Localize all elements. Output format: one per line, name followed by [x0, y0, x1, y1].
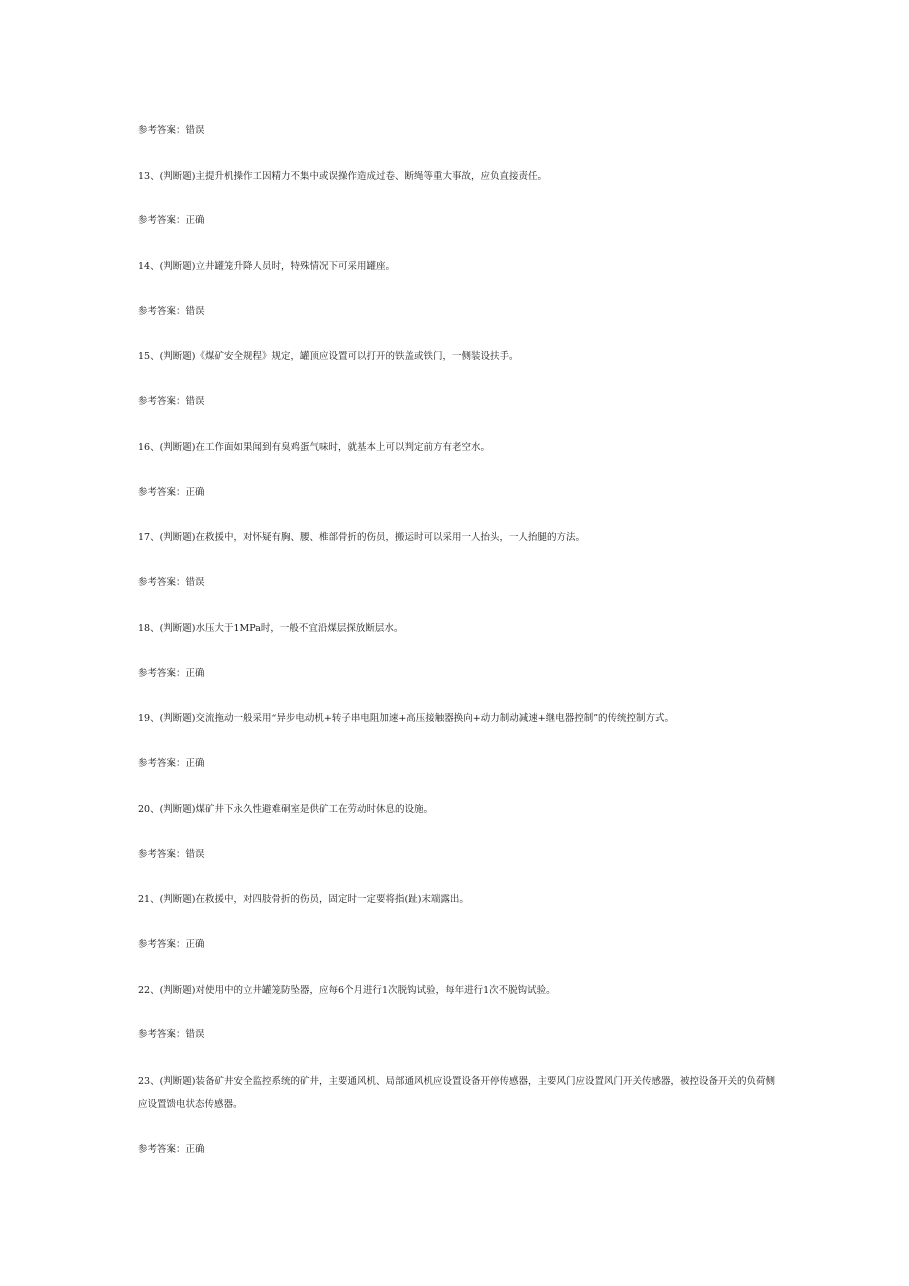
answer-14: 参考答案：错误 — [138, 306, 205, 317]
question-20: 20、(判断题)煤矿井下永久性避难硐室是供矿工在劳动时休息的设施。 — [138, 804, 434, 815]
question-15: 15、(判断题)《煤矿安全规程》规定，罐顶应设置可以打开的铁盖或铁门，一侧装设扶手。 — [138, 351, 519, 362]
answer-19: 参考答案：正确 — [138, 758, 205, 769]
answer-20: 参考答案：错误 — [138, 849, 205, 860]
answer-13: 参考答案：正确 — [138, 215, 205, 226]
answer-21: 参考答案：正确 — [138, 939, 205, 950]
question-14: 14、(判断题)立井罐笼升降人员时，特殊情况下可采用罐座。 — [138, 261, 396, 272]
answer-23: 参考答案：正确 — [138, 1144, 205, 1155]
answer-15: 参考答案：错误 — [138, 396, 205, 407]
question-22: 22、(判断题)对使用中的立井罐笼防坠器，应每6个月进行1次脱钩试验，每年进行1次不脱钩试验。 — [138, 985, 556, 996]
answer-line: 参考答案：错误 — [138, 125, 205, 136]
question-17: 17、(判断题)在救援中，对怀疑有胸、腰、椎部骨折的伤员，搬运时可以采用一人抬头，一人抬腿的方法。 — [138, 532, 586, 543]
answer-18: 参考答案：正确 — [138, 668, 205, 679]
question-18: 18、(判断题)水压大于1MPa时，一般不宜沿煤层探放断层水。 — [138, 623, 404, 634]
question-23: 23、(判断题)装备矿井安全监控系统的矿井，主要通风机、局部通风机应设置设备开停传感器，主要风门应设置风门开关传感器，被控设备开关的负荷侧应设置馈电状态传感器。 — [138, 1076, 776, 1110]
question-13: 13、(判断题)主提升机操作工因精力不集中或误操作造成过卷、断绳等重大事故，应负直接责任。 — [138, 171, 548, 182]
question-16: 16、(判断题)在工作面如果闻到有臭鸡蛋气味时，就基本上可以判定前方有老空水。 — [138, 442, 491, 453]
answer-22: 参考答案：错误 — [138, 1029, 205, 1040]
question-19: 19、(判断题)交流拖动一般采用“异步电动机+转子串电阻加速+高压接触器换向+动力制动减速+继电器控制”的传统控制方式。 — [138, 713, 675, 724]
answer-16: 参考答案：正确 — [138, 487, 205, 498]
question-21: 21、(判断题)在救援中，对四肢骨折的伤员，固定时一定要将指(趾)末端露出。 — [138, 894, 469, 905]
answer-17: 参考答案：错误 — [138, 577, 205, 588]
